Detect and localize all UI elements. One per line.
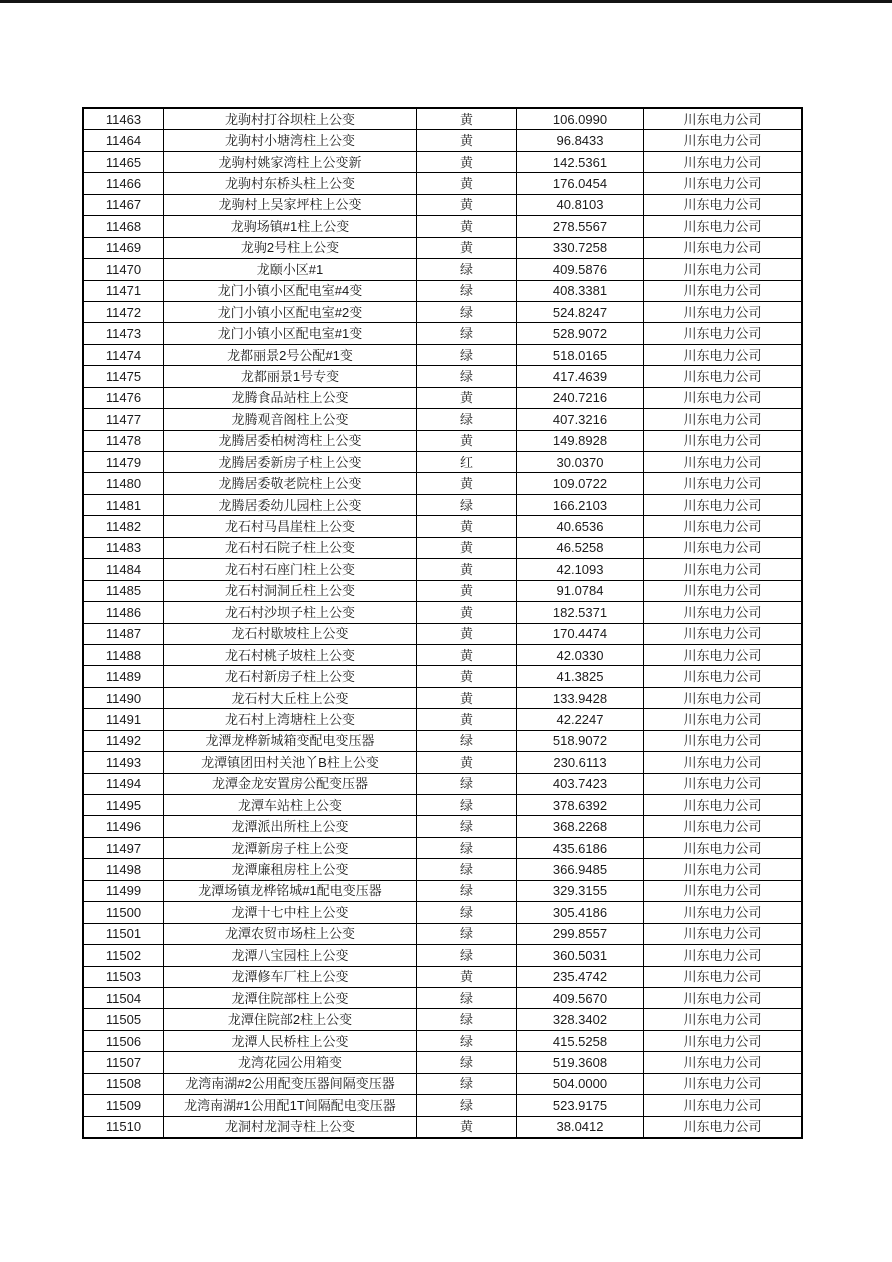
table-row xyxy=(83,151,802,172)
cell-value: 91.0784 xyxy=(517,580,644,601)
table-row xyxy=(83,473,802,494)
cell-company: 川东电力公司 xyxy=(644,344,803,365)
cell-id: 11463 xyxy=(83,108,164,130)
cell-company: 川东电力公司 xyxy=(644,666,803,687)
cell-name: 龙湾花园公用箱变 xyxy=(164,1052,417,1073)
cell-status: 红 xyxy=(417,452,517,473)
cell-value: 299.8557 xyxy=(517,923,644,944)
cell-company: 川东电力公司 xyxy=(644,409,803,430)
table-row xyxy=(83,837,802,858)
table-row xyxy=(83,816,802,837)
cell-name: 龙潭廉租房柱上公变 xyxy=(164,859,417,880)
cell-value: 109.0722 xyxy=(517,473,644,494)
cell-company: 川东电力公司 xyxy=(644,730,803,751)
cell-company: 川东电力公司 xyxy=(644,108,803,130)
cell-company: 川东电力公司 xyxy=(644,945,803,966)
cell-name: 龙潭农贸市场柱上公变 xyxy=(164,923,417,944)
cell-status: 黄 xyxy=(417,430,517,451)
cell-id: 11500 xyxy=(83,902,164,923)
cell-name: 龙石村大丘柱上公变 xyxy=(164,687,417,708)
table-row xyxy=(83,108,802,130)
cell-company: 川东电力公司 xyxy=(644,516,803,537)
cell-company: 川东电力公司 xyxy=(644,473,803,494)
cell-name: 龙驹村小塘湾柱上公变 xyxy=(164,130,417,151)
table-row xyxy=(83,559,802,580)
cell-name: 龙石村桃子坡柱上公变 xyxy=(164,644,417,665)
cell-company: 川东电力公司 xyxy=(644,752,803,773)
table-row xyxy=(83,323,802,344)
cell-name: 龙石村石院子柱上公变 xyxy=(164,537,417,558)
table-row xyxy=(83,945,802,966)
cell-company: 川东电力公司 xyxy=(644,452,803,473)
cell-value: 42.0330 xyxy=(517,644,644,665)
cell-status: 黄 xyxy=(417,151,517,172)
cell-name: 龙石村沙坝子柱上公变 xyxy=(164,602,417,623)
cell-company: 川东电力公司 xyxy=(644,880,803,901)
cell-id: 11489 xyxy=(83,666,164,687)
cell-name: 龙腾居委幼儿园柱上公变 xyxy=(164,494,417,515)
cell-id: 11465 xyxy=(83,151,164,172)
table-row xyxy=(83,859,802,880)
cell-id: 11471 xyxy=(83,280,164,301)
cell-id: 11501 xyxy=(83,923,164,944)
table-row xyxy=(83,280,802,301)
cell-status: 黄 xyxy=(417,1116,517,1138)
cell-value: 415.5258 xyxy=(517,1030,644,1051)
table-row xyxy=(83,1095,802,1116)
cell-value: 42.1093 xyxy=(517,559,644,580)
cell-value: 403.7423 xyxy=(517,773,644,794)
cell-name: 龙腾居委柏树湾柱上公变 xyxy=(164,430,417,451)
cell-name: 龙石村新房子柱上公变 xyxy=(164,666,417,687)
cell-status: 绿 xyxy=(417,859,517,880)
cell-value: 46.5258 xyxy=(517,537,644,558)
cell-id: 11495 xyxy=(83,795,164,816)
cell-company: 川东电力公司 xyxy=(644,709,803,730)
cell-value: 30.0370 xyxy=(517,452,644,473)
cell-status: 绿 xyxy=(417,344,517,365)
cell-company: 川东电力公司 xyxy=(644,816,803,837)
cell-value: 523.9175 xyxy=(517,1095,644,1116)
cell-id: 11504 xyxy=(83,987,164,1008)
cell-value: 142.5361 xyxy=(517,151,644,172)
table-row xyxy=(83,1116,802,1138)
cell-name: 龙门小镇小区配电室#2变 xyxy=(164,301,417,322)
cell-id: 11508 xyxy=(83,1073,164,1094)
cell-value: 96.8433 xyxy=(517,130,644,151)
cell-id: 11469 xyxy=(83,237,164,258)
cell-id: 11464 xyxy=(83,130,164,151)
cell-value: 407.3216 xyxy=(517,409,644,430)
cell-id: 11483 xyxy=(83,537,164,558)
cell-value: 38.0412 xyxy=(517,1116,644,1138)
cell-value: 149.8928 xyxy=(517,430,644,451)
table-row xyxy=(83,902,802,923)
cell-id: 11505 xyxy=(83,1009,164,1030)
cell-company: 川东电力公司 xyxy=(644,602,803,623)
cell-status: 绿 xyxy=(417,987,517,1008)
table-row xyxy=(83,452,802,473)
cell-name: 龙石村歇坡柱上公变 xyxy=(164,623,417,644)
cell-value: 504.0000 xyxy=(517,1073,644,1094)
table-row xyxy=(83,259,802,280)
cell-status: 黄 xyxy=(417,130,517,151)
cell-status: 黄 xyxy=(417,687,517,708)
cell-name: 龙潭金龙安置房公配变压器 xyxy=(164,773,417,794)
cell-value: 518.0165 xyxy=(517,344,644,365)
cell-name: 龙驹村上吴家坪柱上公变 xyxy=(164,194,417,215)
cell-id: 11467 xyxy=(83,194,164,215)
table-row xyxy=(83,687,802,708)
cell-id: 11473 xyxy=(83,323,164,344)
table-row xyxy=(83,194,802,215)
cell-status: 绿 xyxy=(417,323,517,344)
cell-value: 170.4474 xyxy=(517,623,644,644)
cell-id: 11479 xyxy=(83,452,164,473)
cell-name: 龙驹村东桥头柱上公变 xyxy=(164,173,417,194)
cell-company: 川东电力公司 xyxy=(644,387,803,408)
cell-name: 龙石村石座门柱上公变 xyxy=(164,559,417,580)
cell-name: 龙都丽景1号专变 xyxy=(164,366,417,387)
cell-id: 11466 xyxy=(83,173,164,194)
cell-id: 11506 xyxy=(83,1030,164,1051)
cell-status: 绿 xyxy=(417,837,517,858)
cell-company: 川东电力公司 xyxy=(644,151,803,172)
cell-status: 黄 xyxy=(417,387,517,408)
table-row xyxy=(83,709,802,730)
cell-name: 龙都丽景2号公配#1变 xyxy=(164,344,417,365)
cell-id: 11502 xyxy=(83,945,164,966)
cell-name: 龙驹2号柱上公变 xyxy=(164,237,417,258)
cell-status: 绿 xyxy=(417,1052,517,1073)
cell-value: 133.9428 xyxy=(517,687,644,708)
cell-company: 川东电力公司 xyxy=(644,837,803,858)
cell-company: 川东电力公司 xyxy=(644,1030,803,1051)
cell-name: 龙驹场镇#1柱上公变 xyxy=(164,216,417,237)
table-row xyxy=(83,1009,802,1030)
cell-status: 绿 xyxy=(417,259,517,280)
cell-id: 11484 xyxy=(83,559,164,580)
cell-name: 龙潭派出所柱上公变 xyxy=(164,816,417,837)
cell-id: 11510 xyxy=(83,1116,164,1138)
cell-status: 黄 xyxy=(417,173,517,194)
cell-name: 龙石村上湾塘柱上公变 xyxy=(164,709,417,730)
cell-status: 黄 xyxy=(417,108,517,130)
cell-value: 278.5567 xyxy=(517,216,644,237)
cell-value: 41.3825 xyxy=(517,666,644,687)
cell-company: 川东电力公司 xyxy=(644,795,803,816)
cell-status: 绿 xyxy=(417,301,517,322)
cell-id: 11485 xyxy=(83,580,164,601)
cell-id: 11472 xyxy=(83,301,164,322)
cell-company: 川东电力公司 xyxy=(644,430,803,451)
cell-value: 182.5371 xyxy=(517,602,644,623)
cell-company: 川东电力公司 xyxy=(644,773,803,794)
cell-company: 川东电力公司 xyxy=(644,216,803,237)
cell-company: 川东电力公司 xyxy=(644,130,803,151)
cell-name: 龙潭车站柱上公变 xyxy=(164,795,417,816)
cell-name: 龙颐小区#1 xyxy=(164,259,417,280)
cell-value: 106.0990 xyxy=(517,108,644,130)
cell-status: 黄 xyxy=(417,237,517,258)
table-row xyxy=(83,301,802,322)
cell-company: 川东电力公司 xyxy=(644,1073,803,1094)
cell-company: 川东电力公司 xyxy=(644,301,803,322)
table-row xyxy=(83,730,802,751)
cell-company: 川东电力公司 xyxy=(644,323,803,344)
cell-status: 黄 xyxy=(417,537,517,558)
cell-id: 11482 xyxy=(83,516,164,537)
cell-name: 龙湾南湖#2公用配变压器间隔变压器 xyxy=(164,1073,417,1094)
cell-name: 龙洞村龙洞寺柱上公变 xyxy=(164,1116,417,1138)
cell-status: 黄 xyxy=(417,516,517,537)
cell-name: 龙潭八宝园柱上公变 xyxy=(164,945,417,966)
cell-id: 11503 xyxy=(83,966,164,987)
cell-company: 川东电力公司 xyxy=(644,966,803,987)
cell-name: 龙驹村姚家湾柱上公变新 xyxy=(164,151,417,172)
cell-company: 川东电力公司 xyxy=(644,859,803,880)
cell-name: 龙潭修车厂柱上公变 xyxy=(164,966,417,987)
cell-status: 绿 xyxy=(417,1030,517,1051)
cell-value: 528.9072 xyxy=(517,323,644,344)
cell-status: 黄 xyxy=(417,709,517,730)
cell-status: 绿 xyxy=(417,1095,517,1116)
cell-name: 龙腾居委新房子柱上公变 xyxy=(164,452,417,473)
table-row xyxy=(83,173,802,194)
cell-status: 黄 xyxy=(417,559,517,580)
cell-value: 417.4639 xyxy=(517,366,644,387)
cell-company: 川东电力公司 xyxy=(644,237,803,258)
cell-status: 绿 xyxy=(417,494,517,515)
cell-value: 40.8103 xyxy=(517,194,644,215)
cell-status: 绿 xyxy=(417,409,517,430)
table-row xyxy=(83,216,802,237)
cell-id: 11493 xyxy=(83,752,164,773)
cell-status: 黄 xyxy=(417,752,517,773)
cell-status: 黄 xyxy=(417,623,517,644)
cell-company: 川东电力公司 xyxy=(644,987,803,1008)
cell-status: 绿 xyxy=(417,366,517,387)
cell-status: 绿 xyxy=(417,730,517,751)
cell-status: 黄 xyxy=(417,644,517,665)
table-row xyxy=(83,409,802,430)
table-row xyxy=(83,644,802,665)
table-row xyxy=(83,387,802,408)
cell-id: 11498 xyxy=(83,859,164,880)
cell-name: 龙潭镇团田村关池丫B柱上公变 xyxy=(164,752,417,773)
table-row xyxy=(83,795,802,816)
cell-name: 龙潭住院部2柱上公变 xyxy=(164,1009,417,1030)
table-row xyxy=(83,430,802,451)
cell-company: 川东电力公司 xyxy=(644,280,803,301)
cell-value: 524.8247 xyxy=(517,301,644,322)
cell-id: 11486 xyxy=(83,602,164,623)
cell-value: 305.4186 xyxy=(517,902,644,923)
cell-company: 川东电力公司 xyxy=(644,623,803,644)
table-row xyxy=(83,516,802,537)
page-top-edge-line xyxy=(0,0,892,3)
table-row xyxy=(83,923,802,944)
cell-status: 绿 xyxy=(417,280,517,301)
cell-status: 黄 xyxy=(417,216,517,237)
cell-status: 绿 xyxy=(417,1009,517,1030)
cell-value: 435.6186 xyxy=(517,837,644,858)
table-row xyxy=(83,366,802,387)
cell-status: 黄 xyxy=(417,666,517,687)
table-row xyxy=(83,344,802,365)
cell-value: 368.2268 xyxy=(517,816,644,837)
cell-company: 川东电力公司 xyxy=(644,173,803,194)
cell-id: 11468 xyxy=(83,216,164,237)
cell-id: 11476 xyxy=(83,387,164,408)
table-row xyxy=(83,537,802,558)
cell-status: 绿 xyxy=(417,773,517,794)
cell-id: 11492 xyxy=(83,730,164,751)
table-row xyxy=(83,987,802,1008)
cell-id: 11470 xyxy=(83,259,164,280)
cell-id: 11494 xyxy=(83,773,164,794)
cell-status: 绿 xyxy=(417,902,517,923)
cell-status: 黄 xyxy=(417,580,517,601)
cell-company: 川东电力公司 xyxy=(644,366,803,387)
cell-id: 11507 xyxy=(83,1052,164,1073)
cell-id: 11491 xyxy=(83,709,164,730)
cell-company: 川东电力公司 xyxy=(644,1095,803,1116)
cell-id: 11478 xyxy=(83,430,164,451)
table-row xyxy=(83,1073,802,1094)
cell-status: 黄 xyxy=(417,966,517,987)
cell-value: 40.6536 xyxy=(517,516,644,537)
cell-status: 黄 xyxy=(417,473,517,494)
table-row xyxy=(83,752,802,773)
cell-company: 川东电力公司 xyxy=(644,537,803,558)
cell-value: 330.7258 xyxy=(517,237,644,258)
table-row xyxy=(83,237,802,258)
cell-id: 11487 xyxy=(83,623,164,644)
cell-company: 川东电力公司 xyxy=(644,494,803,515)
cell-id: 11481 xyxy=(83,494,164,515)
table-body xyxy=(83,108,802,1138)
cell-name: 龙门小镇小区配电室#1变 xyxy=(164,323,417,344)
table-row xyxy=(83,602,802,623)
table-row xyxy=(83,580,802,601)
cell-value: 408.3381 xyxy=(517,280,644,301)
cell-company: 川东电力公司 xyxy=(644,687,803,708)
cell-name: 龙腾食品站柱上公变 xyxy=(164,387,417,408)
cell-name: 龙潭新房子柱上公变 xyxy=(164,837,417,858)
cell-id: 11496 xyxy=(83,816,164,837)
cell-status: 黄 xyxy=(417,602,517,623)
cell-name: 龙湾南湖#1公用配1T间隔配电变压器 xyxy=(164,1095,417,1116)
cell-id: 11477 xyxy=(83,409,164,430)
cell-name: 龙石村马昌崖柱上公变 xyxy=(164,516,417,537)
cell-value: 328.3402 xyxy=(517,1009,644,1030)
cell-company: 川东电力公司 xyxy=(644,559,803,580)
cell-status: 绿 xyxy=(417,945,517,966)
cell-status: 绿 xyxy=(417,880,517,901)
cell-company: 川东电力公司 xyxy=(644,1052,803,1073)
cell-id: 11509 xyxy=(83,1095,164,1116)
cell-status: 黄 xyxy=(417,194,517,215)
cell-name: 龙潭住院部柱上公变 xyxy=(164,987,417,1008)
cell-status: 绿 xyxy=(417,923,517,944)
transformer-table xyxy=(82,107,803,1139)
cell-name: 龙腾居委敬老院柱上公变 xyxy=(164,473,417,494)
table-row xyxy=(83,773,802,794)
cell-name: 龙潭场镇龙桦铭城#1配电变压器 xyxy=(164,880,417,901)
cell-value: 360.5031 xyxy=(517,945,644,966)
cell-name: 龙潭十七中柱上公变 xyxy=(164,902,417,923)
cell-value: 409.5876 xyxy=(517,259,644,280)
cell-value: 366.9485 xyxy=(517,859,644,880)
cell-name: 龙潭人民桥柱上公变 xyxy=(164,1030,417,1051)
cell-value: 240.7216 xyxy=(517,387,644,408)
cell-company: 川东电力公司 xyxy=(644,1009,803,1030)
cell-value: 378.6392 xyxy=(517,795,644,816)
cell-status: 绿 xyxy=(417,816,517,837)
table-row xyxy=(83,1052,802,1073)
table-row xyxy=(83,494,802,515)
cell-value: 329.3155 xyxy=(517,880,644,901)
table-row xyxy=(83,880,802,901)
cell-company: 川东电力公司 xyxy=(644,923,803,944)
cell-id: 11488 xyxy=(83,644,164,665)
cell-company: 川东电力公司 xyxy=(644,580,803,601)
cell-company: 川东电力公司 xyxy=(644,194,803,215)
cell-id: 11490 xyxy=(83,687,164,708)
cell-value: 235.4742 xyxy=(517,966,644,987)
cell-name: 龙潭龙桦新城箱变配电变压器 xyxy=(164,730,417,751)
cell-value: 42.2247 xyxy=(517,709,644,730)
cell-value: 409.5670 xyxy=(517,987,644,1008)
cell-company: 川东电力公司 xyxy=(644,902,803,923)
cell-company: 川东电力公司 xyxy=(644,259,803,280)
table-row xyxy=(83,623,802,644)
table-row xyxy=(83,966,802,987)
table-row xyxy=(83,130,802,151)
cell-id: 11475 xyxy=(83,366,164,387)
cell-id: 11497 xyxy=(83,837,164,858)
cell-value: 230.6113 xyxy=(517,752,644,773)
cell-id: 11499 xyxy=(83,880,164,901)
cell-company: 川东电力公司 xyxy=(644,1116,803,1138)
cell-status: 绿 xyxy=(417,1073,517,1094)
cell-company: 川东电力公司 xyxy=(644,644,803,665)
cell-value: 166.2103 xyxy=(517,494,644,515)
cell-id: 11474 xyxy=(83,344,164,365)
table-row xyxy=(83,1030,802,1051)
cell-value: 176.0454 xyxy=(517,173,644,194)
cell-name: 龙驹村打谷坝柱上公变 xyxy=(164,108,417,130)
cell-value: 519.3608 xyxy=(517,1052,644,1073)
cell-value: 518.9072 xyxy=(517,730,644,751)
cell-name: 龙门小镇小区配电室#4变 xyxy=(164,280,417,301)
cell-name: 龙腾观音阁柱上公变 xyxy=(164,409,417,430)
table-row xyxy=(83,666,802,687)
cell-status: 绿 xyxy=(417,795,517,816)
cell-id: 11480 xyxy=(83,473,164,494)
cell-name: 龙石村洞洞丘柱上公变 xyxy=(164,580,417,601)
